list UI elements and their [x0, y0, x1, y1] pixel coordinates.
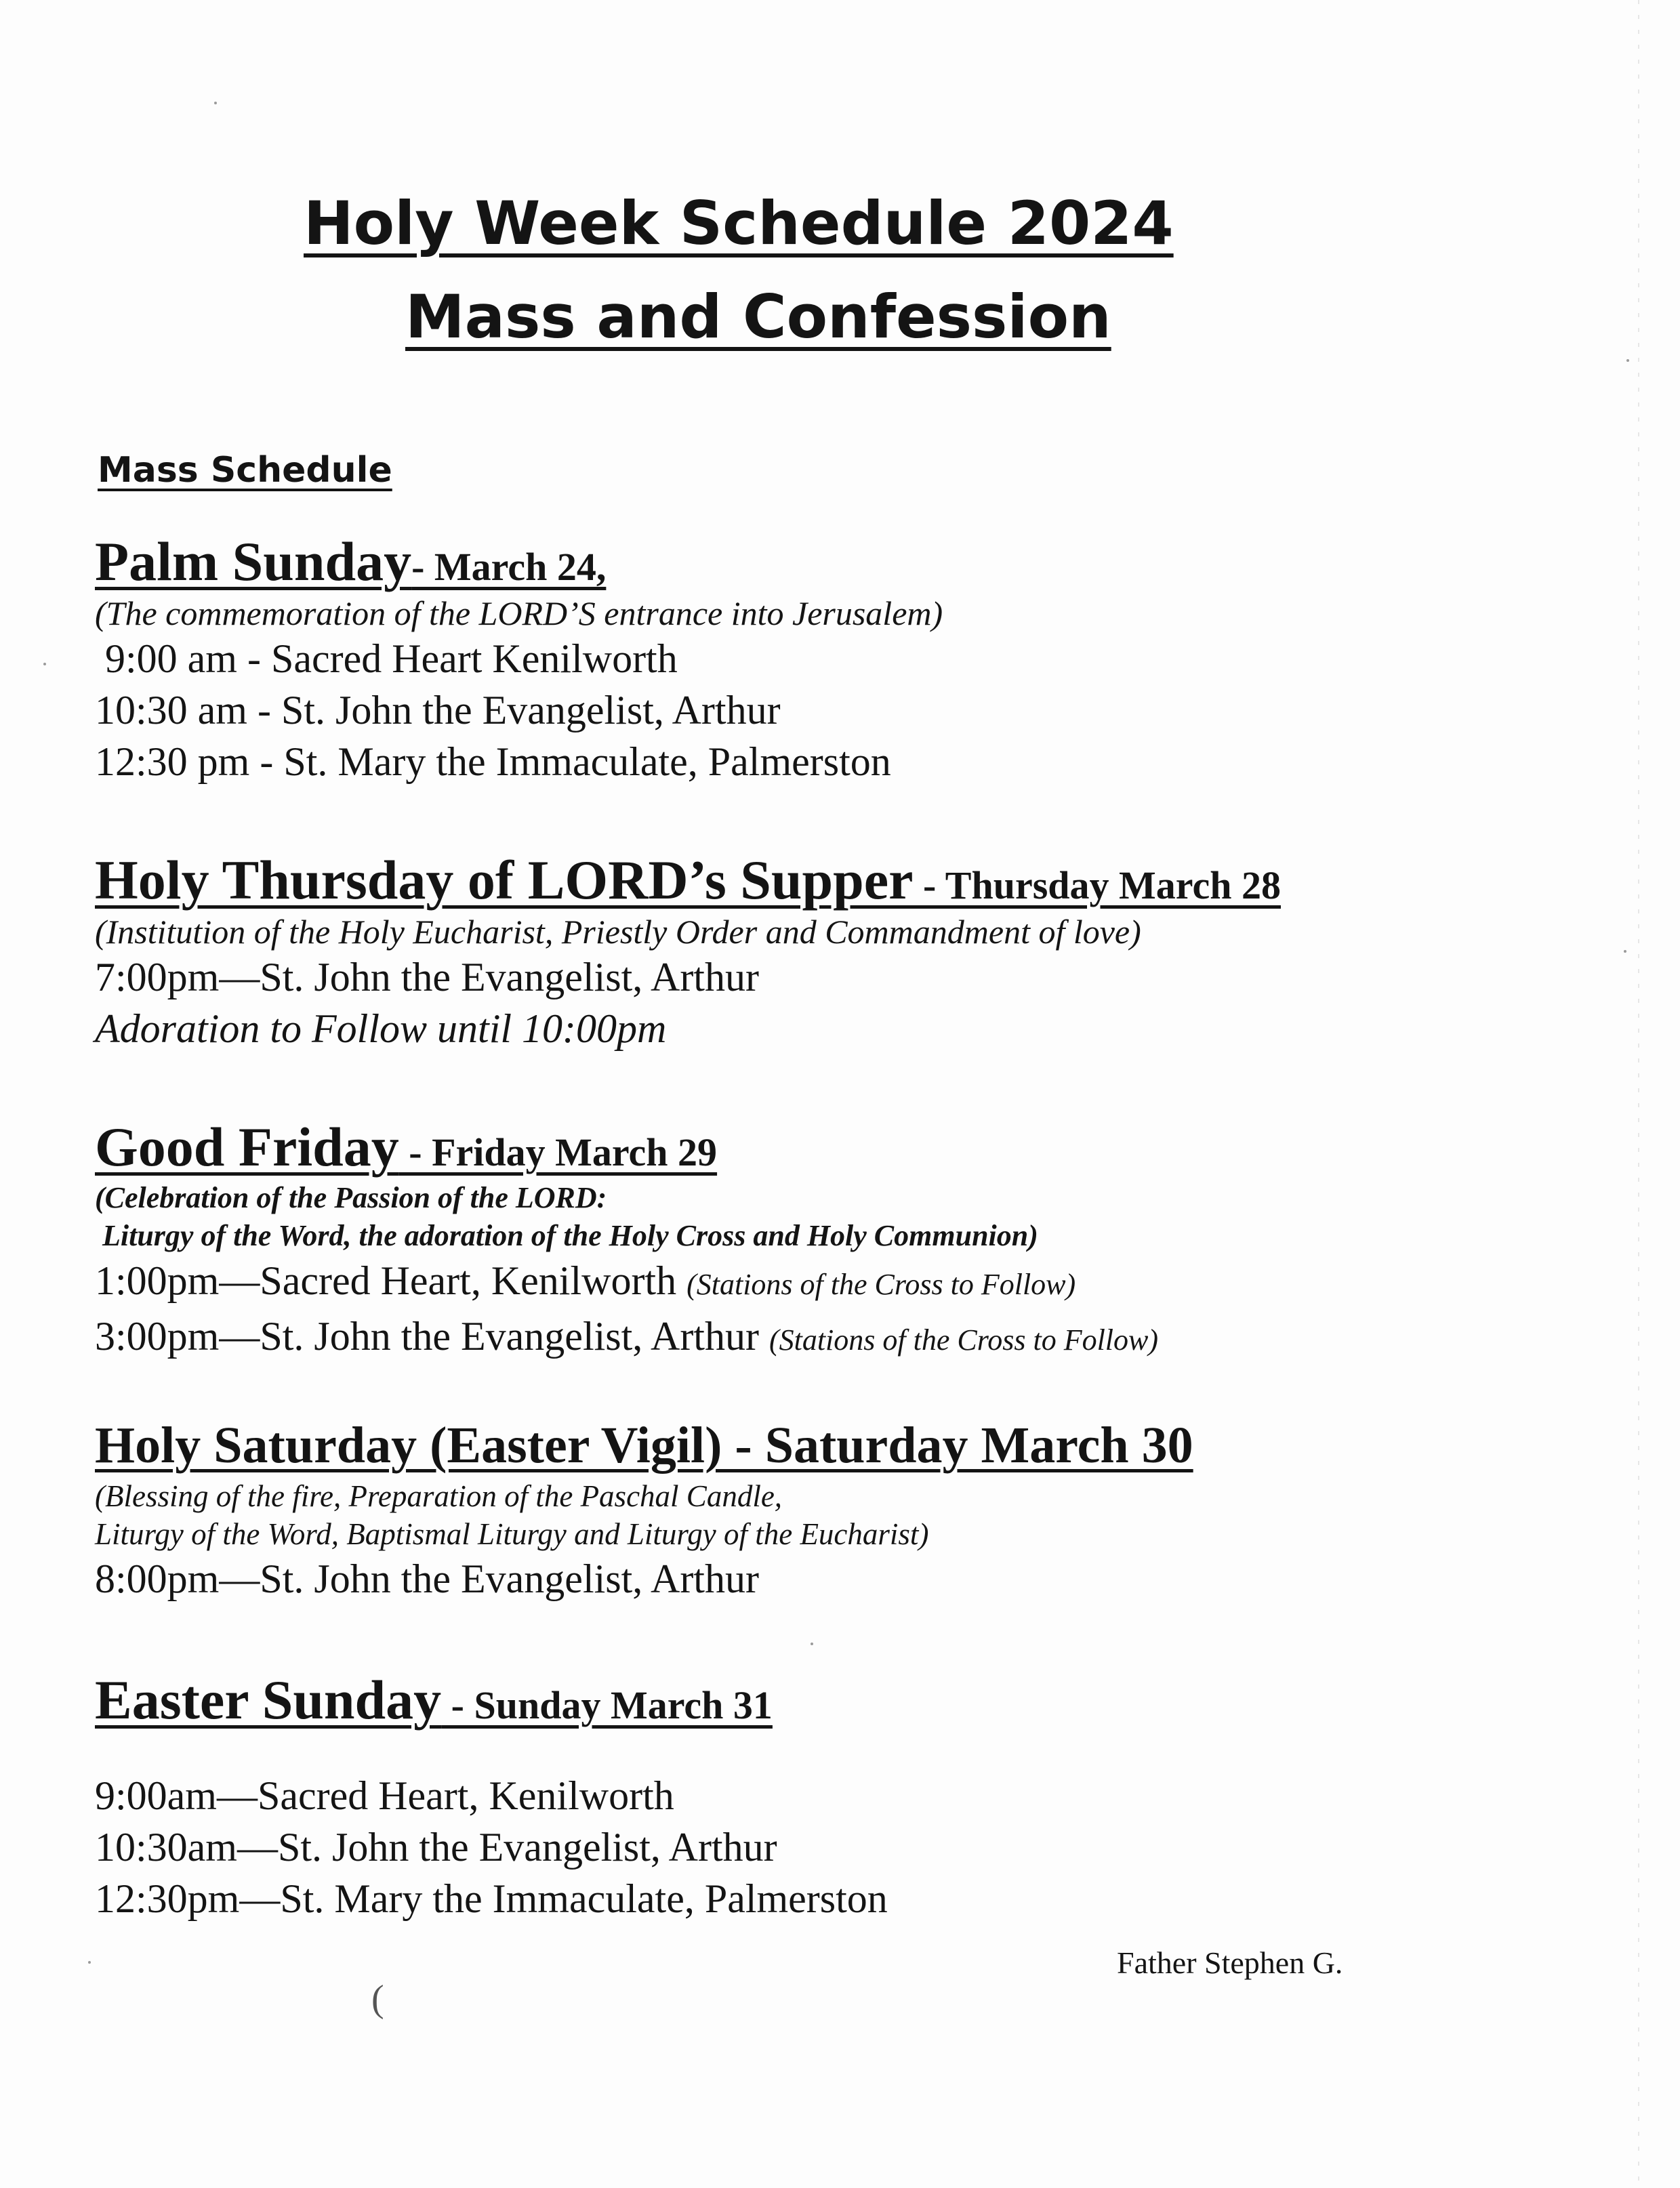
holy-thursday-heading	[95, 850, 1586, 911]
scan-speck	[1624, 950, 1626, 953]
palm-sunday-heading	[95, 531, 1586, 592]
easter-sunday-heading	[95, 1670, 1586, 1731]
document-title: Holy Week Schedule 2024	[304, 188, 1174, 258]
good-friday-heading	[95, 1117, 1586, 1178]
holy-thursday-adoration: Adoration to Follow until 10:00pm	[95, 1006, 667, 1052]
good-friday-section	[95, 1117, 1586, 1366]
good-friday-service-1-note: (Stations of the Cross to Follow)	[687, 1268, 1076, 1302]
palm-sunday-mass-3: 12:30 pm - St. Mary the Immaculate, Palmerston	[95, 739, 891, 785]
easter-sunday-section	[95, 1670, 1586, 1924]
holy-thursday-section	[95, 850, 1586, 1054]
palm-sunday-section	[95, 531, 1586, 787]
easter-sunday-mass-2: 10:30am—St. John the Evangelist, Arthur	[95, 1825, 777, 1870]
palm-sunday-mass-1: 9:00 am - Sacred Heart Kenilworth	[95, 636, 678, 682]
good-friday-service-1	[95, 1255, 1586, 1310]
good-friday-service-2-note: (Stations of the Cross to Follow)	[769, 1323, 1159, 1357]
stray-mark: (	[371, 1978, 384, 2020]
document-subtitle: Mass and Confession	[405, 282, 1111, 352]
good-friday-name: Good Friday	[95, 1116, 399, 1178]
good-friday-service-1-time: 1:00pm—Sacred Heart, Kenilworth	[95, 1258, 677, 1304]
good-friday-service-2	[95, 1310, 1586, 1366]
palm-sunday-date: - March 24,	[411, 545, 607, 589]
holy-saturday-description-2: Liturgy of the Word, Baptismal Liturgy and Liturgy of the Eucharist)	[95, 1516, 929, 1551]
easter-sunday-mass-3: 12:30pm—St. Mary the Immaculate, Palmerston	[95, 1876, 888, 1922]
easter-sunday-mass-1: 9:00am—Sacred Heart, Kenilworth	[95, 1773, 674, 1819]
holy-saturday-name: Holy Saturday (Easter Vigil) - Saturday March 30	[95, 1417, 1193, 1474]
good-friday-date: - Friday March 29	[398, 1130, 718, 1174]
palm-sunday-name: Palm Sunday	[95, 531, 412, 592]
holy-saturday-mass: 8:00pm—St. John the Evangelist, Arthur	[95, 1556, 759, 1601]
good-friday-service-2-time: 3:00pm—St. John the Evangelist, Arthur	[95, 1314, 759, 1359]
easter-sunday-name: Easter Sunday	[95, 1669, 442, 1731]
easter-sunday-date: - Sunday March 31	[441, 1683, 773, 1727]
holy-thursday-description: (Institution of the Holy Eucharist, Priestly Order and Commandment of love)	[95, 913, 1141, 951]
mass-schedule-label: Mass Schedule	[98, 450, 392, 491]
scan-speck	[43, 663, 46, 665]
scan-speck	[811, 1643, 813, 1645]
holy-saturday-description-1: (Blessing of the fire, Preparation of the Paschal Candle,	[95, 1479, 783, 1513]
holy-saturday-section	[95, 1418, 1586, 1605]
palm-sunday-description: (The commemoration of the LORD’S entrance into Jerusalem)	[95, 594, 943, 633]
good-friday-description-1: (Celebration of the Passion of the LORD:	[95, 1181, 607, 1215]
holy-thursday-mass: 7:00pm—St. John the Evangelist, Arthur	[95, 955, 759, 1000]
palm-sunday-mass-2: 10:30 am - St. John the Evangelist, Arthur	[95, 688, 781, 733]
holy-thursday-date: - Thursday March 28	[913, 863, 1281, 907]
holy-thursday-name: Holy Thursday of LORD’s Supper	[95, 849, 914, 911]
scan-speck	[214, 102, 217, 104]
signature: Father Stephen G.	[1117, 1945, 1343, 1980]
holy-saturday-heading	[95, 1418, 1586, 1474]
easter-spacer	[95, 1731, 1586, 1770]
good-friday-description-2: Liturgy of the Word, the adoration of the Holy Cross and Holy Communion)	[95, 1219, 1038, 1253]
scan-speck	[1626, 359, 1629, 362]
scan-speck	[88, 1961, 91, 1964]
